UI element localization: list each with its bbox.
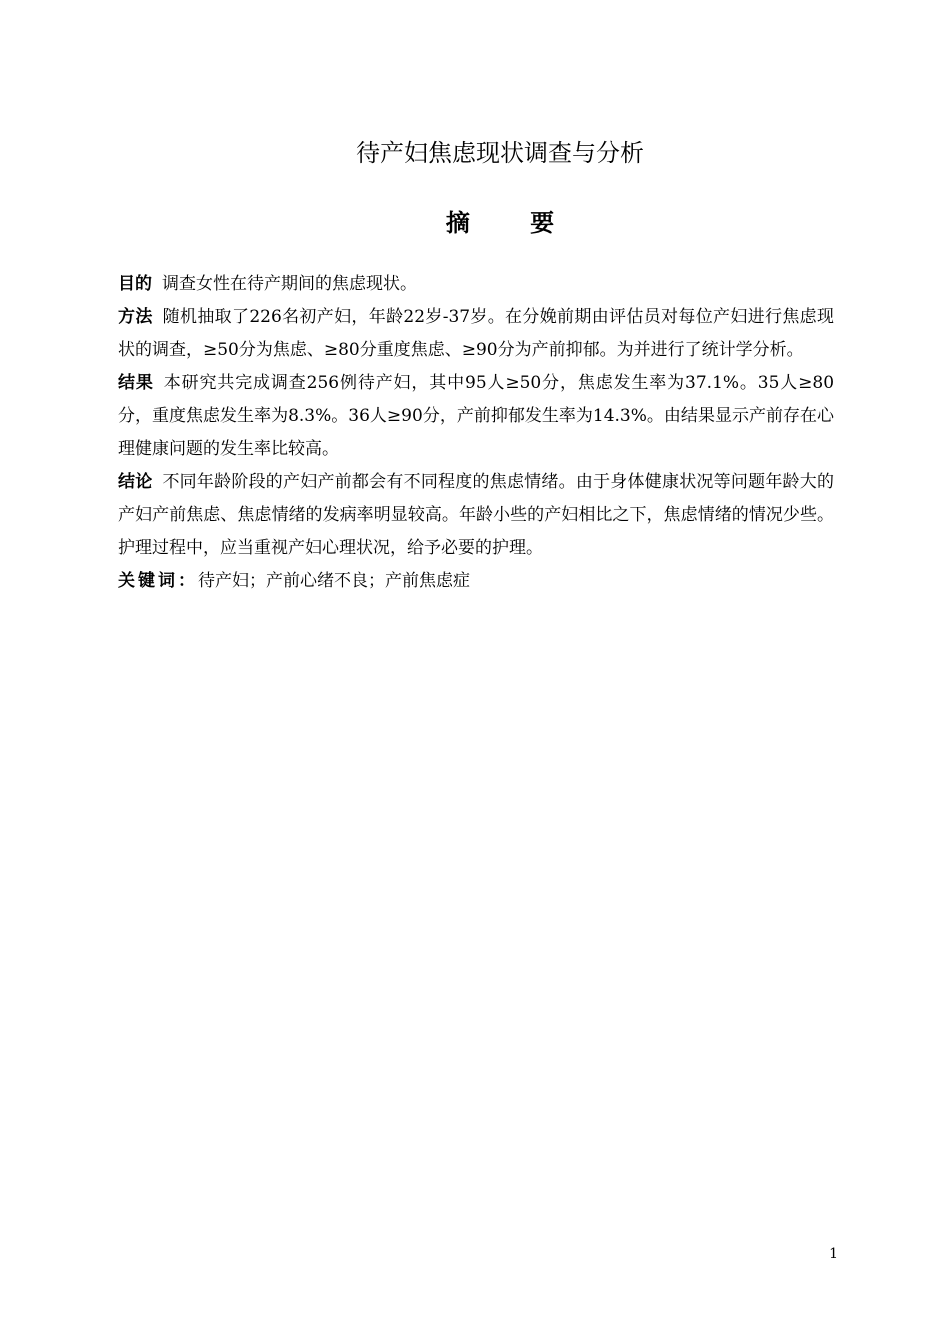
section-label-method: 方法	[118, 307, 153, 327]
section-text-conclusion: 不同年龄阶段的产妇产前都会有不同程度的焦虑情绪。由于身体健康状况等问题年龄大的产妇产前焦虑、焦虑情绪的发病率明显较高。年龄小些的产妇相比之下，焦虑情绪的情况少些。护理过程中，应当重视产妇心理状况，给予必要的护理。	[118, 472, 835, 558]
section-label-objective: 目的	[118, 274, 152, 294]
abstract-section-conclusion	[118, 466, 834, 565]
section-text-method: 随机抽取了226名初产妇，年龄22岁-37岁。在分娩前期由评估员对每位产妇进行焦虑现状的调查，≥50分为焦虑、≥80分重度焦虑、≥90分为产前抑郁。为并进行了统计学分析。	[118, 307, 834, 360]
abstract-heading	[0, 206, 950, 240]
abstract-body	[118, 268, 834, 598]
keywords-text: 待产妇；产前心绪不良；产前焦虑症	[198, 571, 470, 591]
page-number: 1	[829, 1246, 838, 1262]
section-label-results: 结果	[118, 373, 154, 393]
abstract-section-method	[118, 301, 834, 367]
section-text-results: 本研究共完成调查256例待产妇，其中95人≥50分，焦虑发生率为37.1%。35人≥80分，重度焦虑发生率为8.3%。36人≥90分，产前抑郁发生率为14.3%。由结果显示产前存在心理健康问题的发生率比较高。	[118, 373, 835, 459]
section-label-conclusion: 结论	[118, 472, 153, 492]
section-text-objective: 调查女性在待产期间的焦虑现状。	[162, 274, 417, 294]
abstract-section-results	[118, 367, 834, 466]
keywords-label: 关键词：	[118, 571, 198, 591]
keywords-line	[118, 565, 834, 598]
abstract-heading-text: 摘 要	[445, 208, 581, 237]
document-title: 待产妇焦虑现状调查与分析	[356, 139, 644, 167]
abstract-section-objective	[118, 268, 834, 301]
